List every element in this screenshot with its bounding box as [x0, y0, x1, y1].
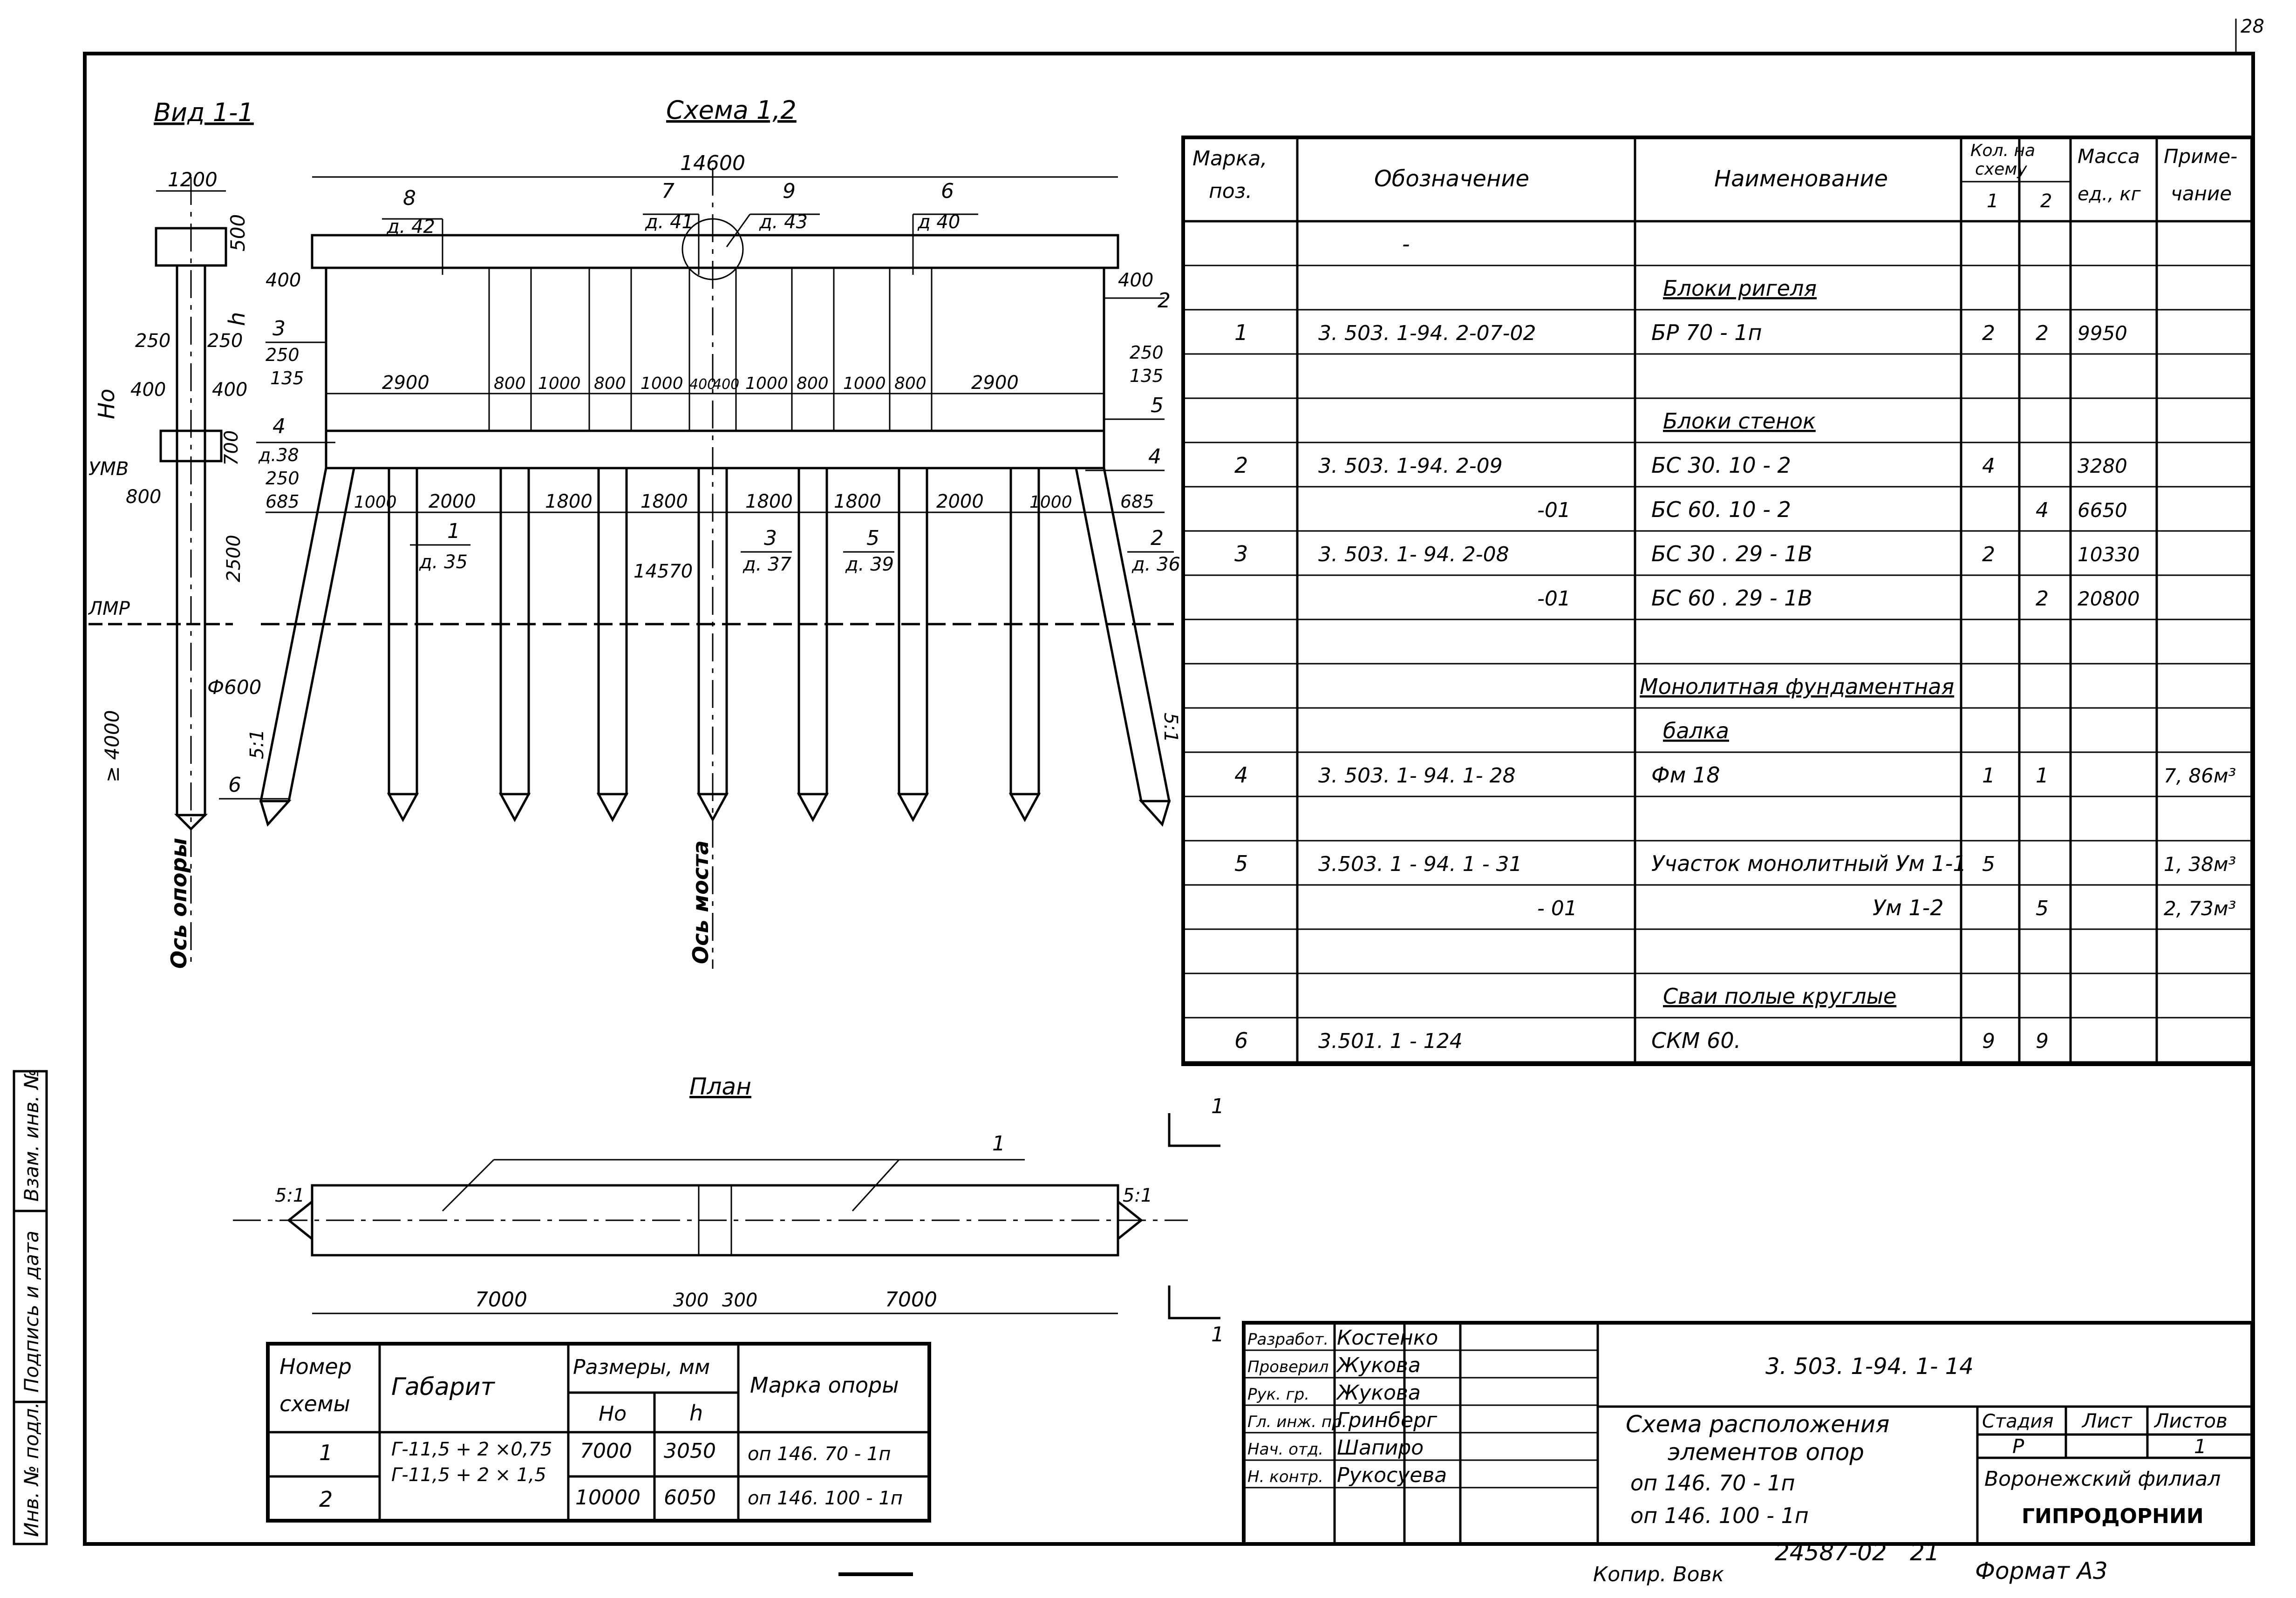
spec-cell-desig: 3. 503. 1- 94. 2-08	[1318, 543, 1509, 566]
tb-name: Рукосуева	[1337, 1463, 1447, 1487]
tb-sheet-label: Лист	[2082, 1409, 2132, 1432]
scheme-right-135: 135	[1130, 366, 1164, 386]
spec-h-note2: чание	[2171, 182, 2232, 205]
spec-cell-q2: 2	[2036, 321, 2049, 345]
tb-sheets: 1	[2194, 1435, 2207, 1458]
spec-cell-desig: 3.501. 1 - 124	[1318, 1029, 1463, 1053]
view-dim-500: 500	[226, 214, 249, 252]
spec-cell-name: СКМ 60.	[1651, 1028, 1741, 1053]
scheme-total: 14600	[680, 151, 745, 175]
callout-3: 3	[764, 526, 777, 550]
view-dim-800: 800	[126, 486, 162, 508]
dim: 1000	[538, 374, 581, 393]
callout-ref: д. 42	[387, 216, 435, 238]
spec-cell-mass: 20800	[2078, 587, 2140, 610]
st-h-sizes: Размеры, мм	[573, 1355, 710, 1379]
view-lmp: ЛМР	[89, 598, 130, 619]
spec-h-mark2: поз.	[1209, 179, 1253, 203]
side-inv-no: Инв. № подл.	[20, 1402, 43, 1537]
spec-cell-name: Блоки ригеля	[1663, 276, 1817, 301]
scheme-left-250: 250	[266, 345, 300, 365]
view-dim-2500: 2500	[223, 535, 245, 582]
tb-role: Гл. инж. пр.	[1247, 1413, 1347, 1431]
tb-name: Костенко	[1337, 1326, 1438, 1350]
tb-name: Жукова	[1337, 1381, 1421, 1405]
dim: 2900	[382, 372, 429, 394]
callout-num: 6	[941, 179, 954, 203]
spec-cell-q2: 4	[2036, 498, 2049, 522]
tb-org2: ГИПРОДОРНИИ	[2022, 1504, 2204, 1528]
spec-cell-name: БР 70 - 1п	[1651, 320, 1762, 345]
scheme-left-685: 685	[266, 491, 300, 512]
scheme-left-d38: д.38	[259, 445, 299, 465]
spec-cell-q1: 4	[1982, 454, 1995, 478]
spec-cell-desig: - 01	[1537, 897, 1577, 920]
spec-h-note: Приме-	[2164, 145, 2238, 168]
spec-cell-mass: 6650	[2078, 499, 2127, 522]
plan-dim: 7000	[475, 1288, 527, 1312]
st-r2-h: 6050	[664, 1486, 716, 1510]
piles	[261, 468, 1169, 824]
scheme-title: Схема 1,2	[666, 95, 797, 125]
spec-cell-name: БС 30 . 29 - 1В	[1651, 541, 1812, 566]
dim: 800	[494, 374, 526, 393]
view-dim-h: h	[224, 312, 250, 326]
spec-h-desig: Обозначение	[1374, 166, 1530, 192]
spec-cell-q1: 2	[1982, 321, 1995, 345]
title-block	[1244, 1323, 2252, 1544]
spec-cell-pos: 4	[1234, 762, 1248, 788]
spec-cell-note: 2, 73м³	[2164, 897, 2236, 920]
tb-title-line: элементов опор	[1668, 1439, 1865, 1466]
st-r1-ho: 7000	[580, 1439, 632, 1463]
view-dim-250a: 250	[135, 330, 171, 352]
tb-role: Разработ.	[1247, 1330, 1329, 1349]
plan-dim: 300	[673, 1290, 709, 1311]
spec-cell-name: Участок монолитный Ум 1-1	[1651, 851, 1967, 876]
scheme-left-3: 3	[273, 317, 286, 340]
dim: 1800	[834, 491, 881, 512]
spec-h-q2: 2	[2040, 190, 2052, 212]
dim: 800	[894, 374, 927, 393]
st-h-h: h	[689, 1401, 703, 1426]
tb-title-line: оп 146. 100 - 1п	[1630, 1503, 1809, 1528]
scheme-right-2: 2	[1158, 289, 1171, 313]
st-h-no: Номер	[279, 1354, 352, 1379]
dim: 2000	[936, 491, 984, 512]
spec-cell-pos: 3	[1234, 541, 1248, 566]
callout-1: 1	[447, 519, 460, 543]
scheme-mid-14570: 14570	[634, 561, 693, 582]
spec-cell-q1: 5	[1982, 852, 1995, 876]
scheme-left-135: 135	[270, 368, 304, 388]
plan-callout: 1	[992, 1132, 1005, 1156]
page-number: 28	[2241, 16, 2264, 37]
spec-cell-q1: 9	[1982, 1029, 1995, 1053]
view-1-1	[88, 98, 261, 969]
st-r2-no: 2	[319, 1487, 333, 1512]
view-dim-pile-len: ≥ 4000	[101, 710, 123, 782]
callout-1-ref: д. 35	[419, 551, 468, 573]
dim: 1000	[745, 374, 788, 393]
st-r1-no: 1	[319, 1440, 333, 1465]
callout-5-ref: д. 39	[845, 554, 894, 575]
spec-table	[1183, 137, 2252, 1064]
spec-cell-pos: 2	[1234, 453, 1248, 478]
spec-cell-q2: 2	[2036, 587, 2049, 611]
slope-left: 5:1	[246, 729, 268, 759]
format-label: Формат А3	[1975, 1557, 2108, 1584]
scheme-callout	[643, 179, 699, 275]
scheme-left-4: 4	[273, 415, 286, 438]
side-replace-inv: Взам. инв. №	[20, 1068, 43, 1202]
wall-dims	[382, 372, 1019, 394]
st-h-ho: Но	[599, 1402, 627, 1426]
plan-dim: 7000	[885, 1288, 937, 1312]
slope-right: 5:1	[1160, 713, 1181, 743]
axis-support: Ось опоры	[166, 838, 191, 969]
spec-cell-desig: 3. 503. 1-94. 2-07-02	[1318, 321, 1536, 345]
st-r1-gab: Г-11,5 + 2 ×0,75	[391, 1439, 552, 1460]
spec-cell-note: 1, 38м³	[2164, 853, 2236, 876]
spec-cell-q2: 1	[2036, 764, 2049, 788]
spec-cell-q1: 1	[1982, 764, 1995, 788]
view-dim-400b: 400	[212, 379, 248, 401]
callout-2b: 2	[1151, 526, 1164, 550]
scheme-right-250: 250	[1130, 342, 1164, 363]
dim: 1800	[545, 491, 593, 512]
scheme-left-400: 400	[266, 270, 301, 291]
tb-doc-code: 3. 503. 1-94. 1- 14	[1765, 1353, 1974, 1380]
callout-num: 7	[661, 179, 674, 203]
spec-cell-name: -	[1402, 231, 1410, 257]
scheme-right-5: 5	[1151, 394, 1164, 417]
spec-cell-name: Монолитная фундаментная	[1640, 674, 1955, 699]
tb-role: Нач. отд.	[1247, 1440, 1324, 1459]
plan-slope-left: 5:1	[275, 1185, 305, 1206]
dim: 1800	[745, 491, 793, 512]
dim: 2900	[971, 372, 1019, 394]
wall-block	[890, 268, 932, 431]
spec-cell-mass: 9950	[2078, 322, 2127, 345]
archive-sheet: 21	[1910, 1539, 1940, 1566]
axis-bridge: Ось моста	[688, 840, 713, 964]
side-sign-date: Подпись и дата	[20, 1231, 43, 1393]
scheme-table	[268, 1344, 929, 1521]
spec-cell-mass: 10330	[2078, 543, 2140, 566]
tb-title-line: Схема расположения	[1626, 1411, 1890, 1438]
wall-block	[792, 268, 834, 431]
callout-2b-ref: д. 36	[1132, 554, 1180, 575]
spec-cell-q1: 2	[1982, 543, 1995, 566]
dim: 1000	[640, 374, 683, 393]
spec-h-q1: 1	[1987, 190, 1999, 212]
dim: 1000	[1029, 493, 1072, 512]
tb-name: Жукова	[1337, 1353, 1421, 1377]
plan-dim: 300	[722, 1290, 758, 1311]
spec-cell-name: БС 60 . 29 - 1В	[1651, 585, 1812, 611]
spec-cell-name: балка	[1663, 718, 1729, 743]
wall-block	[589, 268, 631, 431]
scheme-callout	[382, 186, 443, 275]
side-stamp	[14, 1069, 47, 1544]
spec-h-mass2: ед., кг	[2078, 184, 2141, 205]
spec-cell-desig: 3.503. 1 - 94. 1 - 31	[1318, 852, 1522, 876]
spec-cell-name: Фм 18	[1651, 762, 1720, 788]
spec-cell-name: БС 30. 10 - 2	[1651, 453, 1791, 478]
spec-cell-desig: 3. 503. 1- 94. 1- 28	[1318, 764, 1516, 788]
section-mark-top: 1	[1211, 1095, 1224, 1118]
callout-num: 9	[783, 179, 796, 203]
spec-h-mass: Масса	[2078, 145, 2140, 168]
dim: 400	[689, 376, 716, 393]
view-title: Вид 1-1	[154, 98, 254, 127]
view-dim-700: 700	[221, 430, 242, 466]
st-r2-mark: оп 146. 100 - 1п	[748, 1488, 903, 1509]
spec-cell-desig: 3. 503. 1-94. 2-09	[1318, 454, 1503, 478]
dim: 1000	[843, 374, 886, 393]
spec-cell-desig: -01	[1537, 587, 1571, 611]
dim: 800	[594, 374, 626, 393]
st-r2-ho: 10000	[575, 1486, 640, 1510]
pile-mark: 6	[228, 773, 241, 797]
st-r1-h: 3050	[664, 1439, 716, 1463]
view-dim-250b: 250	[207, 330, 243, 352]
spec-cell-q2: 5	[2036, 897, 2049, 920]
tb-name: Шапиро	[1337, 1436, 1424, 1460]
spec-cell-name: Ум 1-2	[1873, 895, 1944, 920]
tb-stage-label: Стадия	[1982, 1411, 2054, 1432]
callout-5: 5	[866, 526, 879, 550]
callout-3-ref: д. 37	[743, 554, 791, 575]
tb-name: Гринберг	[1337, 1408, 1438, 1432]
view-dim-dia: Ф600	[207, 676, 262, 699]
dim: 800	[797, 374, 829, 393]
view-umv: УМВ	[89, 458, 129, 480]
view-dim-400a: 400	[130, 379, 166, 401]
section-mark-bottom: 1	[1211, 1323, 1224, 1346]
spec-cell-desig: -01	[1537, 498, 1571, 522]
st-h-no2: схемы	[279, 1391, 350, 1416]
plan-slope-right: 5:1	[1123, 1185, 1153, 1206]
view-dim-ho: Но	[94, 388, 120, 419]
callout-ref: д. 43	[759, 211, 808, 233]
dim: 2000	[429, 491, 476, 512]
tb-stage: Р	[2012, 1435, 2024, 1458]
st-r2-gab: Г-11,5 + 2 × 1,5	[391, 1464, 546, 1486]
spec-rows	[1183, 231, 2252, 1062]
scheme-right-4: 4	[1148, 445, 1161, 469]
spec-h-qty2: схему	[1975, 160, 2027, 179]
spec-h-mark: Марка,	[1192, 147, 1267, 170]
tb-role: Рук. гр.	[1247, 1385, 1310, 1404]
tb-sheets-label: Листов	[2154, 1409, 2228, 1432]
tb-role: Н. контр.	[1247, 1468, 1323, 1486]
spec-cell-name: Блоки стенок	[1663, 408, 1816, 434]
copied-by: Копир. Вовк	[1593, 1563, 1724, 1586]
callout-ref: д. 41	[645, 211, 694, 233]
spec-cell-pos: 1	[1234, 320, 1248, 345]
scheme-1-2	[219, 95, 1181, 969]
scheme-callout	[913, 179, 978, 275]
spec-cell-q2: 9	[2036, 1029, 2049, 1053]
title-block-roles	[1244, 1326, 1598, 1488]
spec-cell-name: БС 60. 10 - 2	[1651, 497, 1791, 522]
spec-h-qty: Кол. на	[1970, 141, 2036, 160]
view-dim-1200: 1200	[168, 168, 218, 191]
tb-org1: Воронежский филиал	[1984, 1467, 2221, 1491]
spec-cell-pos: 6	[1234, 1028, 1248, 1053]
spec-h-name: Наименование	[1714, 166, 1888, 192]
st-r1-mark: оп 146. 70 - 1п	[748, 1443, 891, 1465]
tb-title-line: оп 146. 70 - 1п	[1630, 1470, 1795, 1496]
spec-cell-mass: 3280	[2078, 455, 2127, 477]
scheme-left-250b: 250	[266, 468, 300, 489]
callout-ref: д 40	[918, 211, 961, 233]
plan-title: План	[689, 1073, 751, 1100]
scheme-right-400: 400	[1118, 270, 1154, 291]
callout-num: 8	[403, 186, 416, 210]
dim: 1000	[354, 493, 397, 512]
st-h-gabarit: Габарит	[391, 1373, 495, 1401]
tb-role: Проверил	[1247, 1358, 1329, 1376]
scheme-right-685: 685	[1120, 491, 1154, 512]
wall-block	[489, 268, 531, 431]
spec-cell-name: Сваи полые круглые	[1663, 984, 1897, 1009]
plan-view	[233, 1073, 1224, 1346]
dim: 400	[713, 376, 740, 393]
st-h-mark: Марка опоры	[750, 1373, 899, 1398]
archive-no: 24587-02	[1775, 1539, 1887, 1566]
dim: 1800	[640, 491, 688, 512]
spec-cell-note: 7, 86м³	[2164, 764, 2236, 787]
spec-cell-pos: 5	[1234, 851, 1248, 876]
